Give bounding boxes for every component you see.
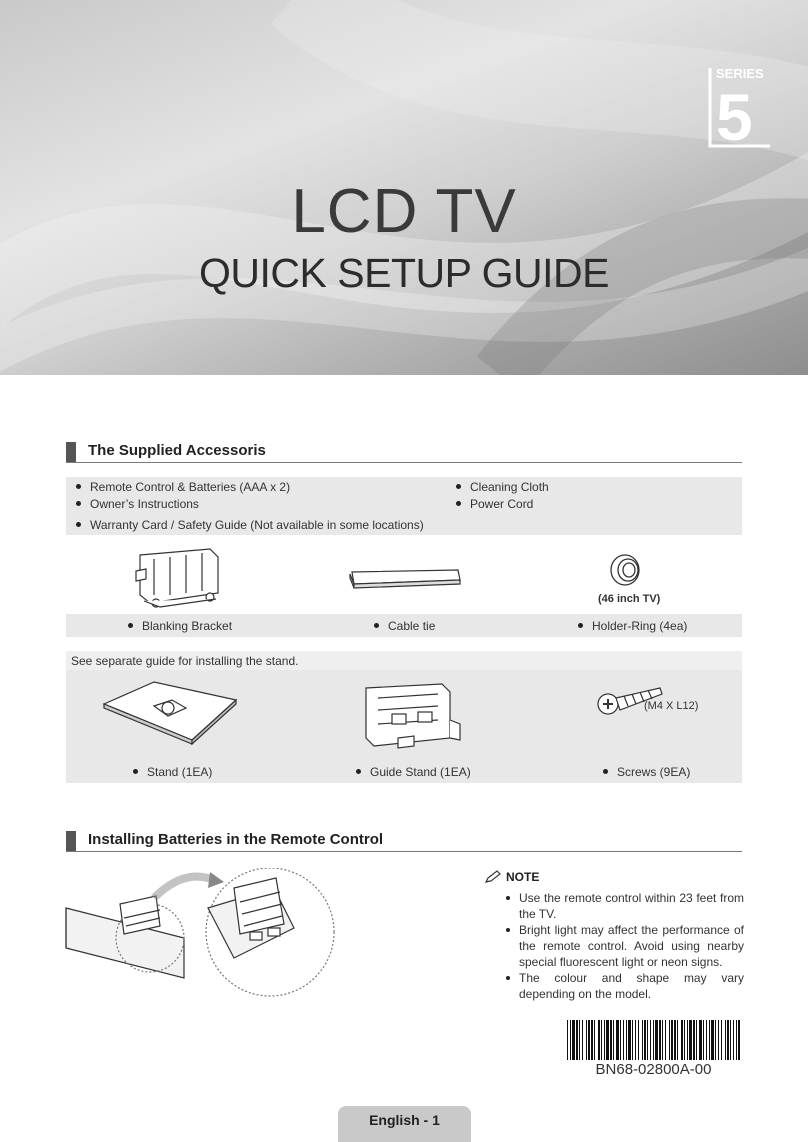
list-item: Stand (1EA) [133,765,212,779]
accessories-heading-text: The Supplied Accessoris [88,442,266,459]
list-item: Owner’s Instructions [76,497,199,511]
cover-banner [0,0,808,375]
list-item: Cable tie [374,619,435,633]
heading-marker [66,831,76,851]
page-footer: English - 1 [338,1106,471,1142]
list-item: Cleaning Cloth [456,480,549,494]
series-badge [706,64,772,150]
list-item: Blanking Bracket [128,619,232,633]
screw-size-note: (M4 X L12) [644,700,699,712]
list-item: Power Cord [456,497,533,511]
barcode [567,1020,740,1060]
note-item: The colour and shape may vary depending on the model. [506,970,744,1002]
pencil-icon [484,870,502,884]
batteries-heading [66,831,742,852]
heading-marker [66,442,76,462]
holder-ring-drawing [608,552,642,588]
note-title: NOTE [506,870,540,884]
guide-stand-drawing [352,680,466,752]
list-item: Holder-Ring (4ea) [578,619,687,633]
list-item: Warranty Card / Safety Guide (Not available in some locations) [76,518,424,532]
list-item: Screws (9EA) [603,765,690,779]
note-item: Bright light may affect the performance of the remote control. Avoid using nearby special fluorescent light or neon signs. [506,922,744,970]
blanking-bracket-drawing [130,545,226,611]
series-number: 5 [716,80,753,150]
accessories-heading [66,442,742,463]
batteries-heading-text: Installing Batteries in the Remote Control [88,831,384,848]
holder-ring-note: (46 inch TV) [598,593,661,605]
list-item: Remote Control & Batteries (AAA x 2) [76,480,290,494]
list-item: Guide Stand (1EA) [356,765,471,779]
stand-note: See separate guide for installing the stand. [71,654,299,668]
battery-install-illustration [64,868,336,1004]
series-label: SERIES [716,66,764,81]
page-subtitle: QUICK SETUP GUIDE [199,250,609,296]
cable-tie-drawing [346,566,464,590]
note-item: Use the remote control within 23 feet from the TV. [506,890,744,922]
page-title: LCD TV [291,177,517,246]
stand-drawing [100,676,240,746]
note-list [506,890,744,1002]
part-number: BN68-02800A-00 [595,1061,712,1078]
